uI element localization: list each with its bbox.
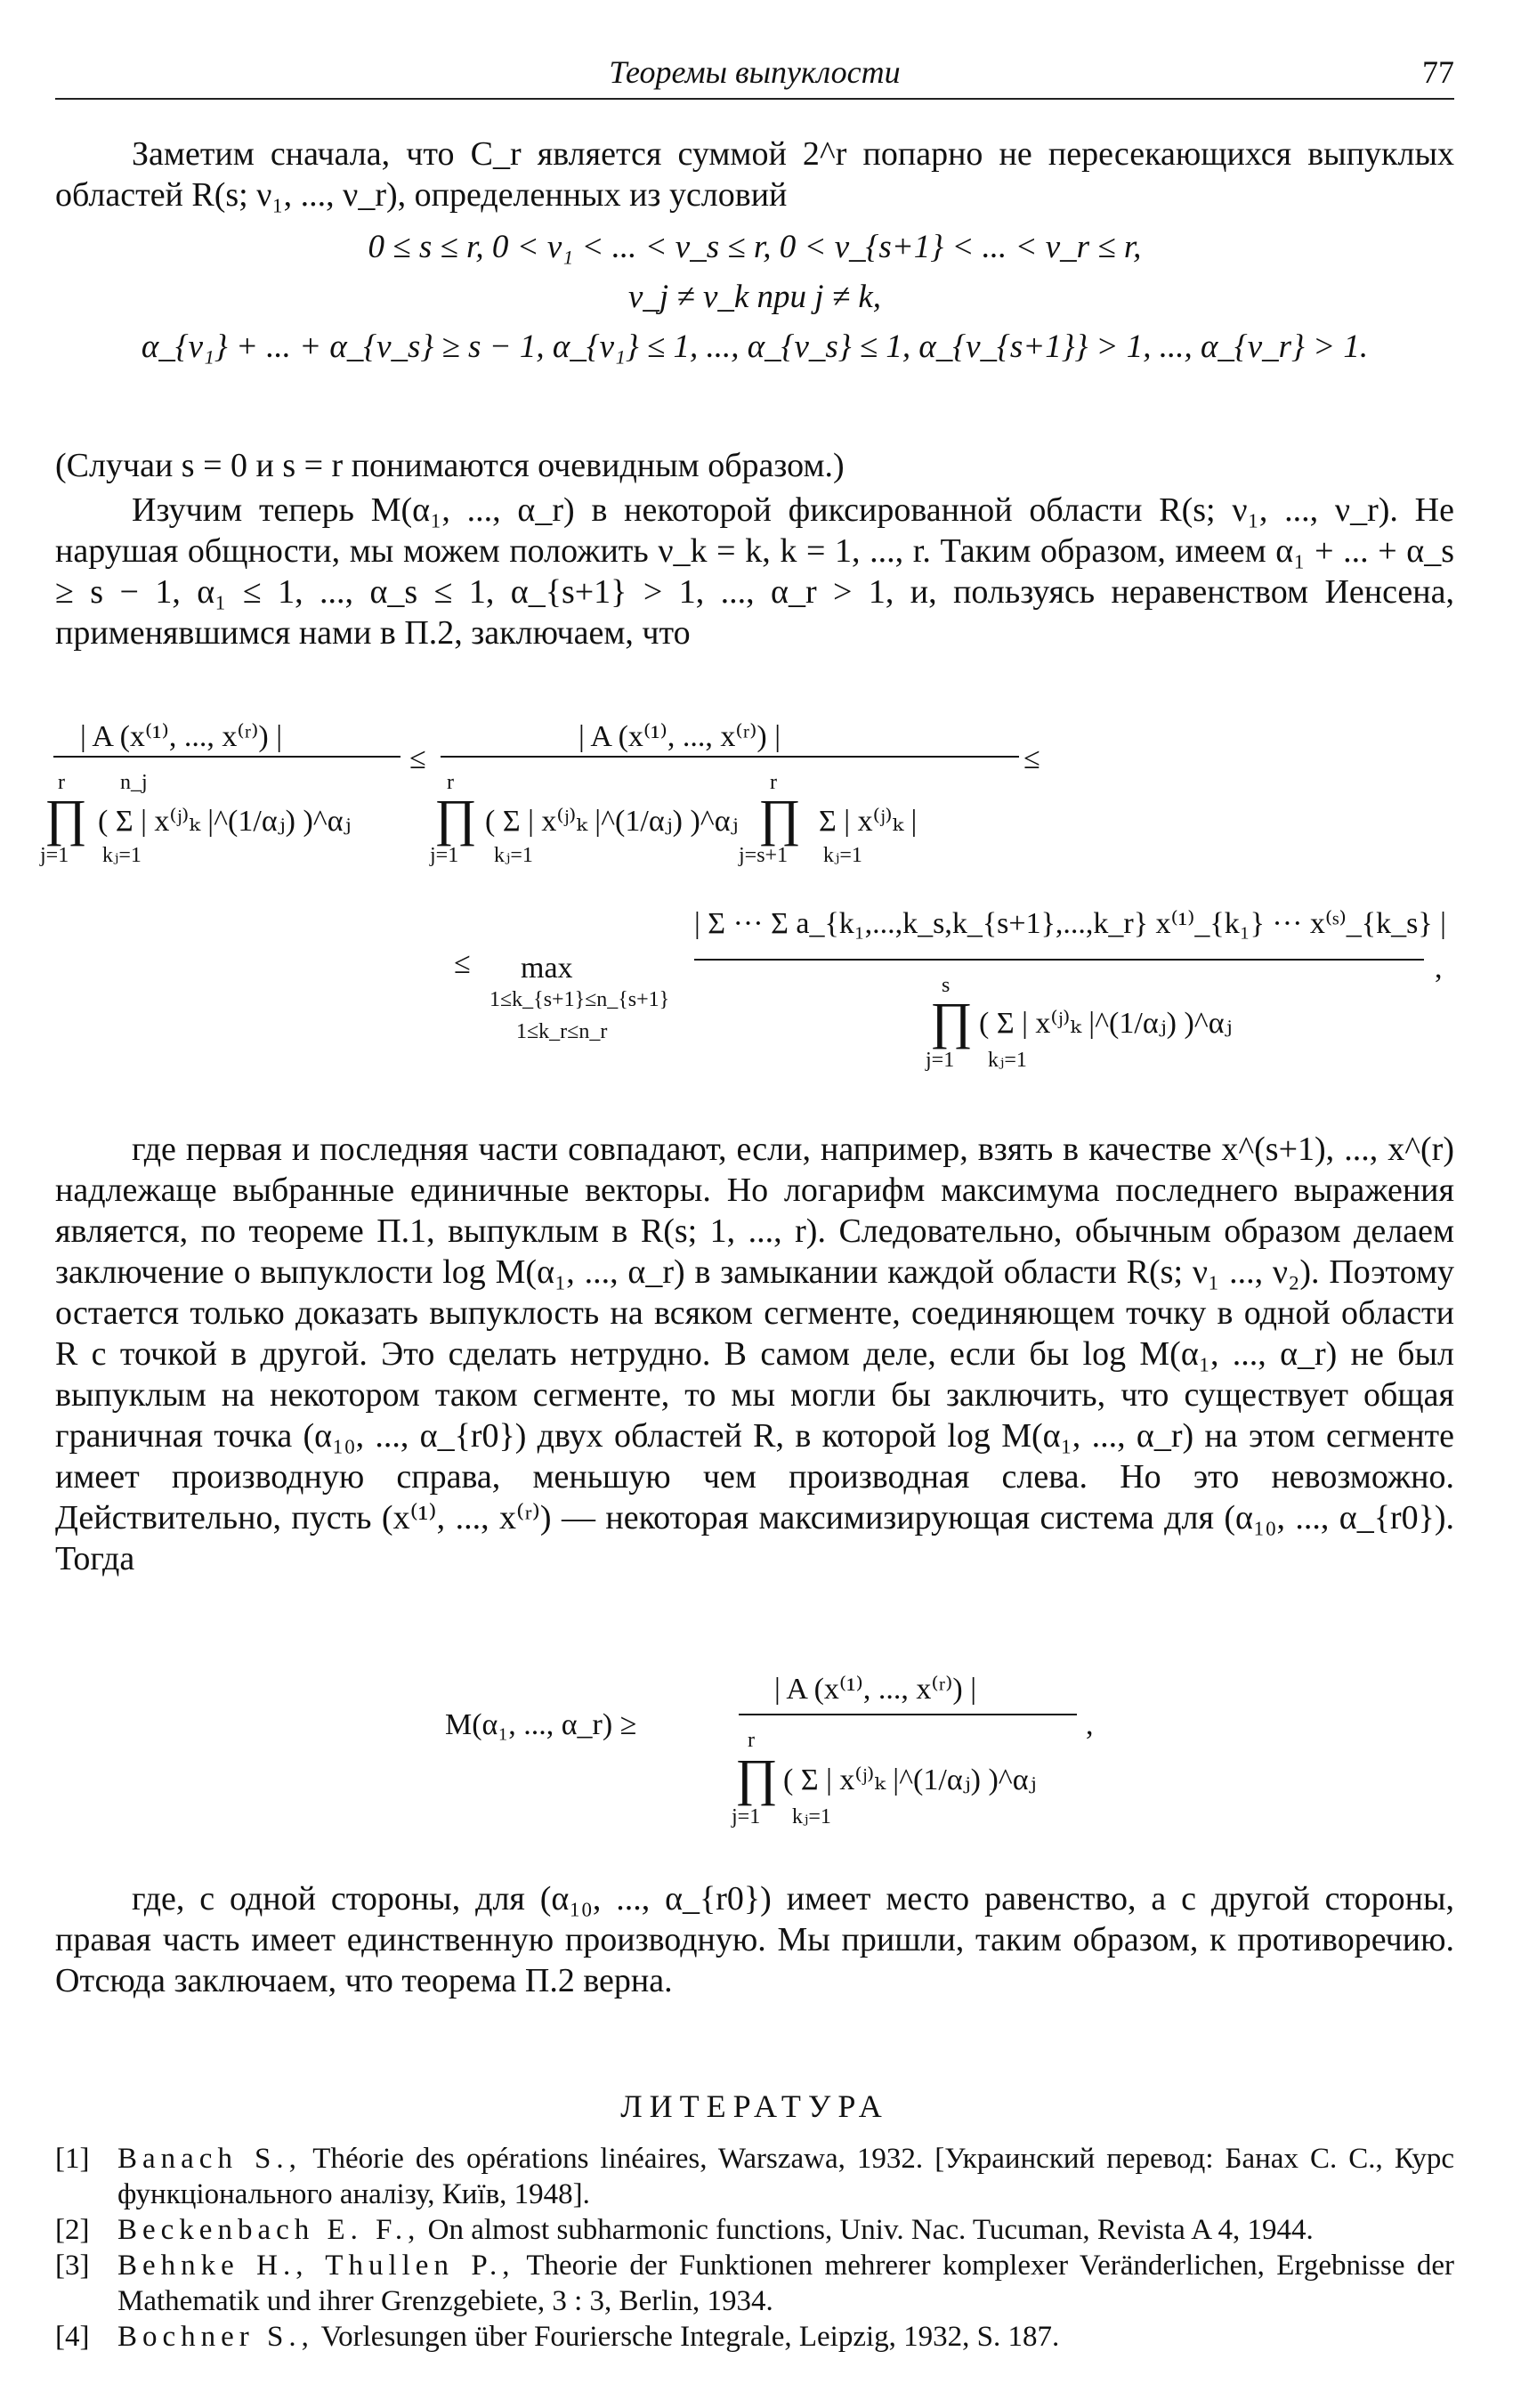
sum-expression-3: Σ | x⁽ʲ⁾ₖ | — [819, 805, 918, 838]
prod3-upper: r — [770, 771, 777, 794]
max-subscript-1: 1≤k_{s+1}≤n_{s+1} — [489, 988, 670, 1011]
formula2-product-symbol: ∏ — [735, 1748, 778, 1806]
formula2-lhs: M(α₁, ..., α_r) ≥ — [445, 1708, 637, 1741]
running-title: Теоремы выпуклости — [609, 54, 901, 90]
references-title: ЛИТЕРАТУРА — [620, 2088, 889, 2124]
sum3-lower: kⱼ=1 — [823, 844, 862, 867]
page-number: 77 — [1422, 54, 1454, 90]
prod3-lower: j=s+1 — [739, 844, 789, 867]
prod4-lower: j=1 — [926, 1049, 955, 1072]
prod2-lower: j=1 — [430, 844, 459, 867]
fraction3-numerator: | Σ ··· Σ a_{k₁,...,k_s,k_{s+1},...,k_r} x⁽¹⁾_{k₁} ··· x⁽ˢ⁾_{k_s} | — [694, 907, 1446, 940]
paragraph-2: (Случаи s = 0 и s = r понимаются очевидным образом.) — [55, 447, 845, 484]
le-sign-3: ≤ — [454, 947, 471, 980]
formula2-sum-lower: kⱼ=1 — [792, 1805, 831, 1828]
reference-author: Bochner S., — [117, 2321, 314, 2353]
formula2-comma: , — [1086, 1708, 1094, 1741]
reference-number: [3] — [55, 2250, 90, 2282]
prod2-upper: r — [447, 771, 454, 794]
sum-expression-4: ( Σ | x⁽ʲ⁾ₖ |^(1/αⱼ) )^αⱼ — [979, 1007, 1233, 1040]
references-list — [55, 2141, 1454, 2355]
reference-text: Théorie des opérations linéaires, Warszawa, 1932. [Украинский перевод: Банах С. С., Курс функціонального аналізу, Київ, 1948]. — [117, 2143, 1454, 2210]
formula2-prod-lower: j=1 — [732, 1805, 761, 1828]
page-header — [55, 53, 1454, 100]
reference-item — [55, 2319, 1454, 2355]
reference-item — [55, 2248, 1454, 2319]
product-symbol: ∏ — [44, 789, 87, 847]
condition-line-2: ν_j ≠ ν_k при j ≠ k, — [627, 279, 882, 315]
sum-lower: kⱼ=1 — [102, 844, 142, 867]
prod4-upper: s — [942, 974, 951, 997]
condition-line-1: 0 ≤ s ≤ r, 0 < ν₁ < ... < ν_s ≤ r, 0 < ν_{s+1} < ... < ν_r ≤ r, — [368, 229, 1142, 265]
reference-number: [4] — [55, 2321, 90, 2353]
paragraph-3: Изучим теперь M(α₁, ..., α_r) в некоторой фиксированной области R(s; ν₁, ..., ν_r). Не нарушая общности, мы можем положить ν_k = k, k = 1, ..., r. Таким образом, имеем α₁ + ... + α_s ≥ s − 1, α₁ ≤ 1, ..., α_s ≤ 1, α_{s+1} > 1, ..., α_r > 1, и, пользуясь неравенством Иенсена, применявшимся нами в П.2, заключаем, что — [55, 491, 1454, 652]
reference-number: [2] — [55, 2214, 90, 2246]
max-subscript-2: 1≤k_r≤n_r — [516, 1020, 608, 1043]
reference-text: On almost subharmonic functions, Univ. Nac. Tucuman, Revista A 4, 1944. — [427, 2214, 1314, 2246]
le-sign-1: ≤ — [409, 742, 426, 775]
reference-author: Banach S., — [117, 2143, 302, 2175]
max-label: max — [521, 952, 573, 985]
fraction1-numerator: | A (x⁽¹⁾, ..., x⁽ʳ⁾) | — [80, 720, 283, 753]
paragraph-1: Заметим сначала, что C_r является суммой 2^r попарно не пересекающихся выпуклых областей R(s; ν₁, ..., ν_r), определенных из условий — [55, 135, 1454, 214]
paragraph-5: где, с одной стороны, для (α₁₀, ..., α_{r0}) имеет место равенство, а с другой стороны, правая часть имеет единственную производную. Мы пришли, таким образом, к противоречию. Отсюда заключаем, что теорема П.2 верна. — [55, 1880, 1454, 1999]
formula2-numerator: | A (x⁽¹⁾, ..., x⁽ʳ⁾) | — [774, 1673, 977, 1706]
fraction2-numerator: | A (x⁽¹⁾, ..., x⁽ʳ⁾) | — [578, 720, 781, 753]
product-symbol-3: ∏ — [758, 789, 801, 847]
condition-line-3: α_{ν₁} + ... + α_{ν_s} ≥ s − 1, α_{ν₁} ≤ 1, ..., α_{ν_s} ≤ 1, α_{ν_{s+1}} > 1, ..., α_{ν_r} > 1. — [141, 328, 1369, 365]
formula2-sum-expression: ( Σ | x⁽ʲ⁾ₖ |^(1/αⱼ) )^αⱼ — [783, 1763, 1037, 1796]
sum-expression: ( Σ | x⁽ʲ⁾ₖ |^(1/αⱼ) )^αⱼ — [98, 805, 352, 838]
product-symbol-4: ∏ — [930, 992, 973, 1050]
reference-author: Behnke H., Thullen P., — [117, 2250, 515, 2282]
sum-expression-2: ( Σ | x⁽ʲ⁾ₖ |^(1/αⱼ) )^αⱼ — [485, 805, 739, 838]
header-rule — [55, 98, 1454, 100]
conditions-block — [55, 223, 1454, 372]
sum2-lower: kⱼ=1 — [494, 844, 533, 867]
reference-item — [55, 2212, 1454, 2248]
trailing-comma: , — [1435, 952, 1443, 985]
le-sign-2: ≤ — [1023, 742, 1040, 775]
sum-upper: n_j — [120, 771, 148, 794]
reference-text: Vorlesungen über Fouriersche Integrale, Leipzig, 1932, S. 187. — [320, 2321, 1060, 2353]
prod-lower: j=1 — [40, 844, 69, 867]
paragraph-4: где первая и последняя части совпадают, если, например, взять в качестве x^(s+1), ..., x^(r) надлежаще выбранные единичные векторы. Но логарифм максимума последнего выражения является, по теореме П.1, выпуклым в R(s; 1, ..., r). Следовательно, обычным образом делаем заключение о выпуклости log M(α₁, ..., α_r) в замыкании каждой области R(s; ν₁ ..., ν₂). Поэтому остается только доказать выпуклость на всяком сегменте, соединяющем точку в одной области R с точкой в другой. Это сделать нетрудно. В самом деле, если бы log M(α₁, ..., α_r) не был выпуклым на некотором таком сегменте, то мы могли бы заключить, что существует общая граничная точка (α₁₀, ..., α_{r0}) двух областей R, в которой log M(α₁, ..., α_r) на этом сегменте имеет производную справа, меньшую чем производная слева. Но это невозможно. Действительно, пусть (x⁽¹⁾, ..., x⁽ʳ⁾) — некоторая максимизирующая система для (α₁₀, ..., α_{r0}). Тогда — [55, 1131, 1454, 1577]
reference-author: Beckenbach E. F., — [117, 2214, 421, 2246]
reference-item — [55, 2141, 1454, 2212]
reference-number: [1] — [55, 2143, 90, 2175]
prod-upper: r — [58, 771, 65, 794]
second-inequality — [36, 1672, 1495, 1850]
main-inequality — [36, 719, 1495, 1093]
reference-text: Theorie der Funktionen mehrerer komplexer Veränderlichen, Ergebnisse der Mathematik und ihrer Grenzgebiete, 3 : 3, Berlin, 1934. — [117, 2250, 1454, 2317]
formula2-prod-upper: r — [748, 1729, 755, 1752]
product-symbol-2: ∏ — [434, 789, 477, 847]
sum4-lower: kⱼ=1 — [988, 1049, 1027, 1072]
